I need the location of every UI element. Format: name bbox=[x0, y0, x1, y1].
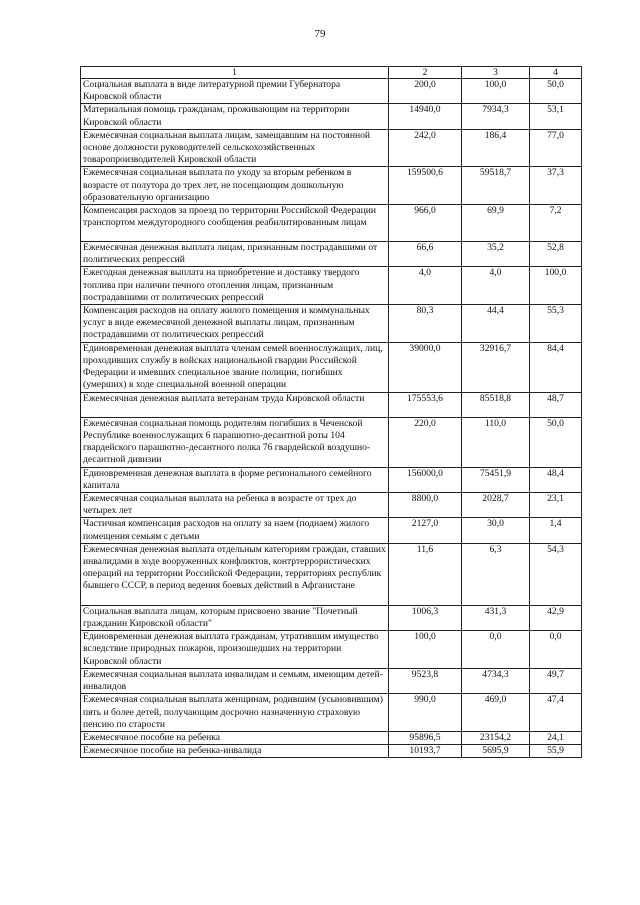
value-col3-cell: 44,4 bbox=[462, 305, 530, 343]
percent-cell: 55,9 bbox=[530, 745, 582, 758]
table-row bbox=[81, 167, 582, 205]
value-col3-cell: 4734,3 bbox=[462, 668, 530, 693]
row-name-cell: Социальная выплата в виде литературной премии Губернатора Кировской области bbox=[81, 79, 389, 104]
value-col3-cell: 186,4 bbox=[462, 129, 530, 167]
percent-cell: 77,0 bbox=[530, 129, 582, 167]
table-row bbox=[81, 467, 582, 492]
value-col3-cell: 32916,7 bbox=[462, 342, 530, 392]
row-name-cell: Единовременная денежная выплата в форме регионального семейного капитала bbox=[81, 467, 389, 492]
value-col3-cell: 5695,9 bbox=[462, 745, 530, 758]
table-row bbox=[81, 79, 582, 104]
value-col2-cell: 100,0 bbox=[389, 631, 462, 669]
percent-cell: 47,4 bbox=[530, 694, 582, 732]
table-row bbox=[81, 417, 582, 467]
row-name-cell: Материальная помощь гражданам, проживающим на территории Кировской области bbox=[81, 104, 389, 129]
value-col2-cell: 66,6 bbox=[389, 242, 462, 267]
value-col2-cell: 990,0 bbox=[389, 694, 462, 732]
table-header-row bbox=[81, 67, 582, 79]
row-name-cell: Ежемесячное пособие на ребенка-инвалида bbox=[81, 745, 389, 758]
value-col2-cell: 39000,0 bbox=[389, 342, 462, 392]
row-name-cell: Ежемесячная социальная выплата на ребенка в возрасте от трех до четырех лет bbox=[81, 493, 389, 518]
percent-cell: 49,7 bbox=[530, 668, 582, 693]
table-row bbox=[81, 242, 582, 267]
row-name-cell: Ежемесячная социальная выплата лицам, замещавшим на постоянной основе должности руководителей сельскохозяйственных товаропроизводителей Кировской области bbox=[81, 129, 389, 167]
value-col2-cell: 14940,0 bbox=[389, 104, 462, 129]
table-row bbox=[81, 694, 582, 732]
value-col3-cell: 4,0 bbox=[462, 267, 530, 305]
value-col2-cell: 11,6 bbox=[389, 543, 462, 605]
value-col2-cell: 966,0 bbox=[389, 205, 462, 242]
percent-cell: 24,1 bbox=[530, 731, 582, 744]
row-name-cell: Ежемесячная социальная помощь родителям погибших в Чеченской Республике военнослужащих 6 парашютно-десантной роты 104 гвардейского парашютно-десантного полка 76 гвардейской воздушно-десантной дивизии bbox=[81, 417, 389, 467]
row-name-cell: Единовременная денежная выплата членам семей военнослужащих, лиц, проходивших службу в войсках национальной гвардии Российской Федерации и имевших специальное звание полиции, погибших (умерших) в ходе специальной военной операции bbox=[81, 342, 389, 392]
value-col2-cell: 80,3 bbox=[389, 305, 462, 343]
percent-cell: 50,0 bbox=[530, 417, 582, 467]
value-col3-cell: 59518,7 bbox=[462, 167, 530, 205]
table-row bbox=[81, 745, 582, 758]
row-name-cell: Единовременная денежная выплата гражданам, утратившим имущество вследствие природных пожаров, произошедших на территории Кировской области bbox=[81, 631, 389, 669]
table-row bbox=[81, 668, 582, 693]
row-name-cell: Ежемесячная социальная выплата по уходу за вторым ребенком в возрасте от полутора до трех лет, не посещающим дошкольную образовательную организацию bbox=[81, 167, 389, 205]
value-col3-cell: 35,2 bbox=[462, 242, 530, 267]
value-col2-cell: 200,0 bbox=[389, 79, 462, 104]
value-col3-cell: 69,9 bbox=[462, 205, 530, 242]
value-col3-cell: 75451,9 bbox=[462, 467, 530, 492]
value-col3-cell: 0,0 bbox=[462, 631, 530, 669]
table-row bbox=[81, 205, 582, 242]
table-row bbox=[81, 605, 582, 630]
table-row bbox=[81, 518, 582, 543]
percent-cell: 100,0 bbox=[530, 267, 582, 305]
value-col2-cell: 156000,0 bbox=[389, 467, 462, 492]
column-header: 1 bbox=[81, 67, 389, 79]
table-row bbox=[81, 392, 582, 417]
row-name-cell: Ежемесячная денежная выплата лицам, признанным пострадавшими от политических репрессий bbox=[81, 242, 389, 267]
value-col2-cell: 175553,6 bbox=[389, 392, 462, 417]
row-name-cell: Ежемесячная денежная выплата ветеранам труда Кировской области bbox=[81, 392, 389, 417]
value-col2-cell: 1006,3 bbox=[389, 605, 462, 630]
percent-cell: 7,2 bbox=[530, 205, 582, 242]
value-col2-cell: 9523,8 bbox=[389, 668, 462, 693]
percent-cell: 84,4 bbox=[530, 342, 582, 392]
table-row bbox=[81, 305, 582, 343]
value-col2-cell: 242,0 bbox=[389, 129, 462, 167]
row-name-cell: Социальная выплата лицам, которым присвоено звание "Почетный гражданин Кировской области" bbox=[81, 605, 389, 630]
percent-cell: 55,3 bbox=[530, 305, 582, 343]
percent-cell: 48,7 bbox=[530, 392, 582, 417]
value-col3-cell: 85518,8 bbox=[462, 392, 530, 417]
percent-cell: 53,1 bbox=[530, 104, 582, 129]
column-header: 4 bbox=[530, 67, 582, 79]
percent-cell: 23,1 bbox=[530, 493, 582, 518]
table-row bbox=[81, 129, 582, 167]
page-number: 79 bbox=[314, 28, 326, 40]
value-col2-cell: 159500,6 bbox=[389, 167, 462, 205]
table-row bbox=[81, 104, 582, 129]
table-row bbox=[81, 731, 582, 744]
percent-cell: 0,0 bbox=[530, 631, 582, 669]
percent-cell: 42,9 bbox=[530, 605, 582, 630]
percent-cell: 52,8 bbox=[530, 242, 582, 267]
row-name-cell: Ежемесячная денежная выплата отдельным категориям граждан, ставших инвалидами в ходе вооруженных конфликтов, контртеррористических операций на территории Российской Федерации, территориях республик бывшего СССР, в период ведения боевых действий в Афганистане bbox=[81, 543, 389, 605]
value-col3-cell: 6,3 bbox=[462, 543, 530, 605]
row-name-cell: Компенсация расходов на оплату жилого помещения и коммунальных услуг в виде ежемесячной денежной выплаты лицам, признанным пострадавшими от политических репрессий bbox=[81, 305, 389, 343]
value-col2-cell: 220,0 bbox=[389, 417, 462, 467]
value-col2-cell: 95896,5 bbox=[389, 731, 462, 744]
row-name-cell: Ежемесячная социальная выплата инвалидам и семьям, имеющим детей-инвалидов bbox=[81, 668, 389, 693]
row-name-cell: Ежемесячное пособие на ребенка bbox=[81, 731, 389, 744]
value-col3-cell: 110,0 bbox=[462, 417, 530, 467]
value-col2-cell: 4,0 bbox=[389, 267, 462, 305]
table-row bbox=[81, 631, 582, 669]
percent-cell: 37,3 bbox=[530, 167, 582, 205]
value-col2-cell: 10193,7 bbox=[389, 745, 462, 758]
percent-cell: 1,4 bbox=[530, 518, 582, 543]
value-col2-cell: 8800,0 bbox=[389, 493, 462, 518]
row-name-cell: Компенсация расходов за проезд по территории Российской Федерации транспортом междугородного сообщения реабилитированным лицам bbox=[81, 205, 389, 242]
value-col3-cell: 30,0 bbox=[462, 518, 530, 543]
row-name-cell: Ежегодная денежная выплата на приобретение и доставку твердого топлива при наличии печного отопления лицам, признанным пострадавшими от политических репрессий bbox=[81, 267, 389, 305]
value-col3-cell: 23154,2 bbox=[462, 731, 530, 744]
value-col3-cell: 469,0 bbox=[462, 694, 530, 732]
value-col3-cell: 431,3 bbox=[462, 605, 530, 630]
value-col3-cell: 2028,7 bbox=[462, 493, 530, 518]
percent-cell: 50,0 bbox=[530, 79, 582, 104]
table-row bbox=[81, 342, 582, 392]
table-row bbox=[81, 267, 582, 305]
table-row bbox=[81, 493, 582, 518]
table-row bbox=[81, 543, 582, 605]
budget-table bbox=[80, 66, 582, 758]
value-col3-cell: 100,0 bbox=[462, 79, 530, 104]
percent-cell: 48,4 bbox=[530, 467, 582, 492]
percent-cell: 54,3 bbox=[530, 543, 582, 605]
value-col3-cell: 7934,3 bbox=[462, 104, 530, 129]
row-name-cell: Частичная компенсация расходов на оплату за наем (поднаем) жилого помещения семьям с детьми bbox=[81, 518, 389, 543]
row-name-cell: Ежемесячная социальная выплата женщинам, родившим (усыновившим) пять и более детей, получающим досрочно назначенную страховую пенсию по старости bbox=[81, 694, 389, 732]
column-header: 2 bbox=[389, 67, 462, 79]
value-col2-cell: 2127,0 bbox=[389, 518, 462, 543]
column-header: 3 bbox=[462, 67, 530, 79]
